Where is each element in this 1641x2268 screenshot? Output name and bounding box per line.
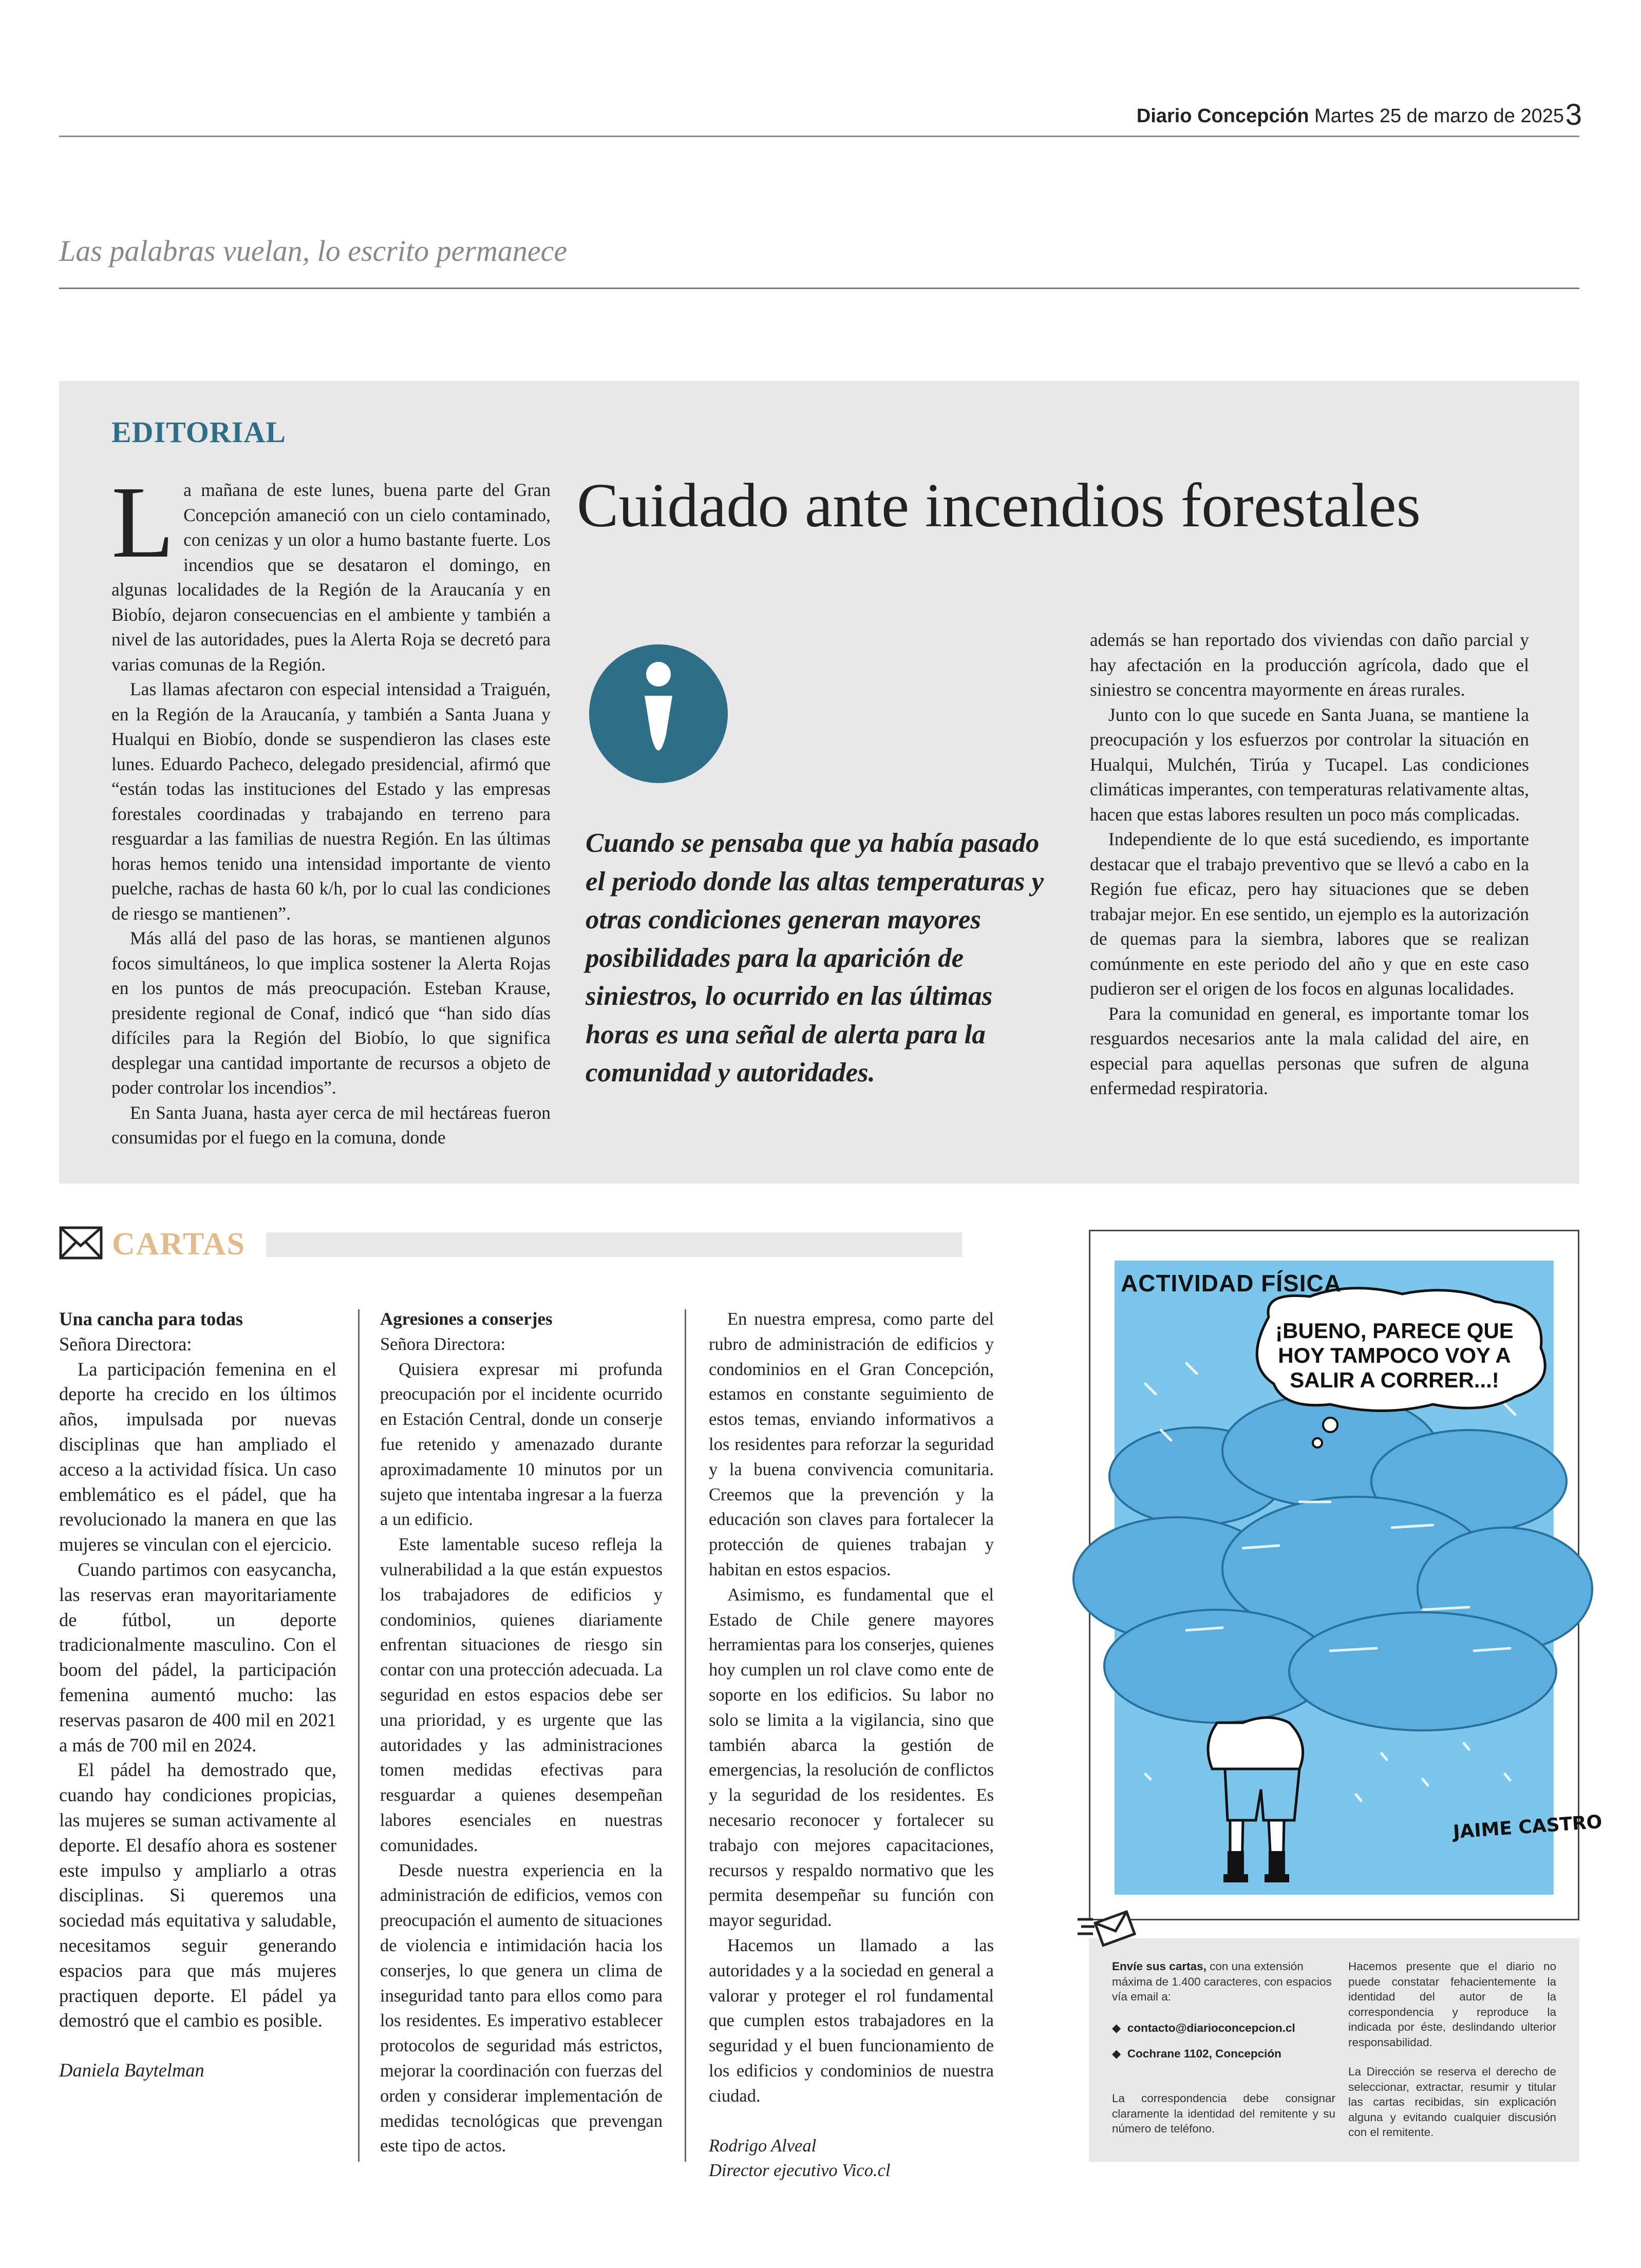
editorial-paragraph: En Santa Juana, hasta ayer cerca de mil hectáreas fueron consumidas por el fuego en la comuna, donde (111, 1102, 551, 1148)
info-icon (589, 644, 728, 783)
editorial-paragraph: Junto con lo que sucede en Santa Juana, se mantiene la preocupación y los esfuerzos por controlar la situación en Hualqui, Mulchén, Tirúa y Tucapel. Las condiciones climáticas imperantes, con temperaturas relativamente altas, hacen que estas labores resulten un poco más complicadas. (1090, 704, 1529, 825)
editorial-paragraph (111, 466, 551, 677)
header-rule (59, 136, 1579, 137)
editorial-paragraph: Más allá del paso de las horas, se mantienen algunos focos simultáneos, lo que implica sostener la Alerta Rojas en los puntos de más preocupación. Esteban Krause, presidente regional de Conaf, indicó que “han sido días difíciles para la Región del Biobío, lo que significa desplegar una cantidad importante de recursos a objeto de poder controlar los incendios”. (111, 928, 551, 1098)
section-motto: Las palabras vuelan, lo escrito permanece (59, 234, 568, 268)
letter-paragraph: Cuando partimos con easycancha, las reservas eran mayoritariamente de fútbol, un deporte tradicionalmente masculino. Con el boom del pádel, la participación femenina aumentó mucho: las reservas pasaron de 400 mil en 2021 a más de 700 mil en 2024. (59, 1558, 336, 1756)
editorial-column-3 (1090, 627, 1529, 1101)
contact-send-instructions (1112, 1959, 1335, 2005)
contact-address: Cochrane 1102, Concepción (1127, 2047, 1281, 2060)
column-divider (358, 1309, 360, 2162)
cartoon-title: ACTIVIDAD FÍSICA (1121, 1270, 1342, 1297)
contact-disclaimer-1: Hacemos presente que el diario no puede constatar fehacientemente la identidad del autor de la correspondencia y reproduce la indicada por éste, deslindando ulterior responsabilidad. (1348, 1960, 1556, 2049)
page-number: 3 (1565, 98, 1582, 131)
letter-greeting: Señora Directora: (59, 1333, 192, 1355)
letter-paragraph: La participación femenina en el deporte ha crecido en los últimos años, impulsada por nuevas disciplinas que han ampliado el acceso a la actividad física. Un caso emblemático es el pádel, que ha revolucionado la manera en que las mujeres se vinculan con el ejercicio. (59, 1358, 336, 1555)
editorial-title: Cuidado ante incendios forestales (577, 471, 1421, 540)
contact-email-line: ◆ contacto@diarioconcepcion.cl (1112, 2022, 1295, 2034)
contact-email[interactable]: contacto@diarioconcepcion.cl (1127, 2022, 1295, 2034)
letter-paragraph: En nuestra empresa, como parte del rubro de administración de edificios y condominios en el Gran Concepción, estamos en constante seguimiento de estos temas, enviando informativos a los residentes para reforzar la seguridad y la buena convivencia comunitaria. Creemos que la prevención y la educación son claves para fortalecer la protección de quienes trabajan y habitan en estos espacios. (709, 1309, 994, 1579)
editorial-label: EDITORIAL (111, 415, 286, 449)
issue-date: Martes 25 de marzo de 2025 (1314, 105, 1564, 127)
editorial-paragraph: Para la comunidad en general, es importante tomar los resguardos necesarios ante la mala calidad del aire, en especial para aquellas personas que sufren de alguna enfermedad respiratoria. (1090, 1003, 1529, 1098)
letter-2-continued (709, 1307, 994, 2183)
letter-signature-role: Director ejecutivo Vico.cl (709, 2161, 891, 2181)
cartas-label: CARTAS (112, 1227, 246, 1262)
cartas-header-bar (266, 1232, 962, 1257)
editorial-text: a mañana de este lunes, buena parte del Gran Concepción amaneció con un cielo contaminado, con cenizas y un olor a humo bastante fuerte. Los incendios que se desataron el domingo, en algunas localidades de la Región de la Araucanía y en Biobío, dejaron consecuencias en el ambiente y también a nivel de las autoridades, pues la Alerta Roja se decretó para varias comunas de la Región. (111, 480, 551, 675)
editorial-pull-quote: Cuando se pensaba que ya había pasado el periodo donde las altas temperaturas y otras condiciones generan mayores posibilidades para la aparición de siniestros, lo ocurrido en las últimas horas es una señal de alerta para la comunidad y autoridades. (586, 828, 1044, 1088)
letter-paragraph: Asimismo, es fundamental que el Estado de Chile genere mayores herramientas para los conserjes, quienes hoy cumplen un rol clave como ente de soporte en los edificios. Su labor no solo se limita a la vigilancia, sino que también abarca la gestión de emergencias, la resolución de conflictos y la seguridad de los residentes. Es necesario reconocer y fortalecer su trabajo con mejores capacitaciones, recursos y respaldo normativo que les permita desempeñar su función con mayor seguridad. (709, 1585, 994, 1931)
letter-paragraph: Hacemos un llamado a las autoridades y a la sociedad en general a valorar y proteger el rol fundamental que cumplen estos trabajadores en la seguridad y el buen funcionamiento de los edificios y condominios de nuestra ciudad. (709, 1935, 994, 2106)
letter-paragraph: Desde nuestra experiencia en la administración de edificios, vemos con preocupación el aumento de situaciones de violencia e intimidación hacia los conserjes, lo que genera un clima de inseguridad tanto para ellos como para los residentes. Es imperativo establecer protocolos de seguridad más estrictos, mejorar la coordinación con fuerzas del orden y considerar implementación de medidas tecnológicas que prevengan este tipo de actos. (380, 1860, 663, 2156)
contact-note: La correspondencia debe consignar claramente la identidad del remitente y su número de teléfono. (1112, 2092, 1335, 2135)
editorial-paragraph: Independiente de lo que está sucediendo, es importante destacar que el trabajo preventivo que se llevó a cabo en la Región fue eficaz, pero hay situaciones que se deben trabajar mejor. En ese sentido, un ejemplo es la autorización de quemas para la siembra, labores que se realizan comúnmente en este periodo del año y que en este caso pudieron ser el origen de los focos en algunas localidades. (1090, 829, 1529, 999)
column-divider (685, 1309, 686, 2162)
contact-disclaimer-2: La Dirección se reserva el derecho de seleccionar, extractar, resumir y titular las cartas recibidas, sin explicación alguna y evitando cualquier discusión con el remitente. (1348, 2065, 1556, 2139)
letter-signature: Daniela Baytelman (59, 2060, 204, 2081)
letter-paragraph: El pádel ha demostrado que, cuando hay condiciones propicias, las mujeres se suman activamente al deporte. El desafío ahora es sostener este impulso y ampliarlo a otras disciplinas. Si queremos una sociedad más equitativa y saludable, necesitamos seguir generando espacios para que más mujeres practiquen deporte. El pádel ya demostró que el cambio es posible. (59, 1759, 336, 2031)
drop-cap: L (111, 466, 175, 579)
letter-paragraph: Este lamentable suceso refleja la vulnerabilidad a la que están expuestos los trabajadores de edificios y condominios, quienes diariamente enfrentan situaciones de riesgo sin contar con una protección adecuada. La seguridad en estos espacios debe ser una prioridad, y es urgente que las autoridades y las administraciones tomen medidas efectivas para resguardar a quienes desempeñan labores esenciales en nuestras comunidades. (380, 1535, 663, 1855)
editorial-paragraph: además se han reportado dos viviendas con daño parcial y hay afectación en la producción agrícola, dado que el siniestro se concentra mayormente en áreas rurales. (1090, 630, 1529, 700)
cartoon-speech: ¡BUENO, PARECE QUE HOY TAMPOCO VOY A SALIR A CORRER...! (1275, 1319, 1514, 1392)
letter-greeting: Señora Directora: (380, 1334, 506, 1354)
letter-signature-name: Rodrigo Alveal (709, 2136, 817, 2156)
artist-signature: JAIME CASTRO (1452, 1811, 1603, 1843)
letter-2 (380, 1307, 663, 2159)
letter-paragraph: Quisiera expresar mi profunda preocupación por el incidente ocurrido en Estación Central, donde un conserje fue retenido y amenazado durante aproximadamente 10 minutos por un sujeto que intentaba ingresar a la fuerza a un edificio. (380, 1359, 663, 1530)
editorial-paragraph: Las llamas afectaron con especial intensidad a Traiguén, en la Región de la Araucanía, y también a Santa Juana y Hualqui en Biobío, donde se suspendieron las clases este lunes. Eduardo Pacheco, delegado presidencial, afirmó que “están todas las instituciones del Estado y las empresas forestales coordinadas y trabajando en terreno para resguardar a las familias de nuestra Región. En las últimas horas hemos tenido una intensidad importante de viento puelche, rachas de hasta 60 k/h, por lo cual las condiciones de riesgo se mantienen”. (111, 679, 551, 924)
letter-1 (59, 1307, 336, 2083)
contact-address-line: ◆ Cochrane 1102, Concepción (1112, 2047, 1281, 2060)
editorial-column-1 (111, 466, 551, 1150)
letter-title: Una cancha para todas (59, 1308, 243, 1329)
send-mail-icon (1075, 1905, 1137, 1949)
envelope-icon (59, 1226, 103, 1260)
contact-send-rest: con una extensión máxima de 1.400 caracteres, con espacios vía email a: (1112, 1960, 1332, 2003)
letter-title: Agresiones a conserjes (380, 1309, 553, 1329)
motto-rule (59, 288, 1579, 289)
newspaper-header (1137, 105, 1564, 127)
contact-send-bold: Envíe sus cartas, (1112, 1960, 1206, 1973)
newspaper-name: Diario Concepción (1136, 105, 1309, 127)
